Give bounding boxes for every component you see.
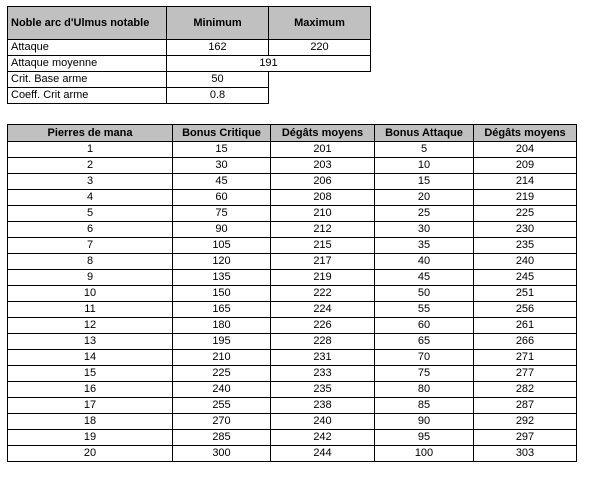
header-degats-moyens-crit: Dégâts moyens	[271, 125, 375, 142]
degats-moyens-attaque-cell: 235	[474, 238, 577, 254]
header-bonus-critique: Bonus Critique	[173, 125, 271, 142]
degats-moyens-crit-cell: 219	[271, 270, 375, 286]
bonus-attaque-cell: 5	[375, 142, 474, 158]
degats-moyens-attaque-cell: 204	[474, 142, 577, 158]
crit-base-value: 50	[167, 72, 269, 88]
coeff-crit-label: Coeff. Crit arme	[8, 88, 167, 104]
degats-moyens-crit-cell: 215	[271, 238, 375, 254]
degats-moyens-crit-cell: 210	[271, 206, 375, 222]
degats-moyens-attaque-cell: 240	[474, 254, 577, 270]
degats-moyens-crit-cell: 222	[271, 286, 375, 302]
pierres-de-mana-cell: 18	[8, 414, 173, 430]
header-degats-moyens-attaque: Dégâts moyens	[474, 125, 577, 142]
coeff-crit-value: 0.8	[167, 88, 269, 104]
empty-cell	[269, 72, 371, 88]
degats-moyens-crit-cell: 206	[271, 174, 375, 190]
degats-moyens-crit-cell: 208	[271, 190, 375, 206]
degats-moyens-crit-cell: 240	[271, 414, 375, 430]
attaque-moyenne-value: 191	[167, 56, 371, 72]
bonus-attaque-cell: 15	[375, 174, 474, 190]
attaque-max: 220	[269, 40, 371, 56]
degats-moyens-crit-cell: 235	[271, 382, 375, 398]
attaque-min: 162	[167, 40, 269, 56]
table-row	[8, 414, 577, 430]
pierres-de-mana-cell: 15	[8, 366, 173, 382]
table-row	[8, 174, 577, 190]
degats-moyens-attaque-cell: 251	[474, 286, 577, 302]
mana-table-body	[8, 142, 577, 462]
degats-moyens-attaque-cell: 261	[474, 318, 577, 334]
weapon-title: Noble arc d'Ulmus notable	[8, 7, 167, 40]
degats-moyens-attaque-cell: 214	[474, 174, 577, 190]
bonus-attaque-cell: 80	[375, 382, 474, 398]
weapon-summary-table	[7, 6, 371, 104]
bonus-critique-cell: 300	[173, 446, 271, 462]
degats-moyens-crit-cell: 203	[271, 158, 375, 174]
bonus-critique-cell: 60	[173, 190, 271, 206]
bonus-critique-cell: 285	[173, 430, 271, 446]
bonus-attaque-cell: 75	[375, 366, 474, 382]
table-row	[8, 446, 577, 462]
pierres-de-mana-cell: 1	[8, 142, 173, 158]
table-row	[8, 398, 577, 414]
pierres-de-mana-cell: 5	[8, 206, 173, 222]
degats-moyens-crit-cell: 201	[271, 142, 375, 158]
bonus-critique-cell: 165	[173, 302, 271, 318]
pierres-de-mana-cell: 3	[8, 174, 173, 190]
table-row	[8, 302, 577, 318]
table-row	[8, 334, 577, 350]
degats-moyens-crit-cell: 212	[271, 222, 375, 238]
bonus-critique-cell: 135	[173, 270, 271, 286]
pierres-de-mana-cell: 6	[8, 222, 173, 238]
attaque-moyenne-row	[8, 56, 371, 72]
bonus-attaque-cell: 30	[375, 222, 474, 238]
degats-moyens-crit-cell: 238	[271, 398, 375, 414]
header-bonus-attaque: Bonus Attaque	[375, 125, 474, 142]
bonus-attaque-cell: 35	[375, 238, 474, 254]
pierres-de-mana-cell: 10	[8, 286, 173, 302]
degats-moyens-attaque-cell: 303	[474, 446, 577, 462]
table-row	[8, 350, 577, 366]
pierres-de-mana-cell: 11	[8, 302, 173, 318]
degats-moyens-crit-cell: 231	[271, 350, 375, 366]
degats-moyens-attaque-cell: 297	[474, 430, 577, 446]
degats-moyens-attaque-cell: 209	[474, 158, 577, 174]
bonus-critique-cell: 195	[173, 334, 271, 350]
degats-moyens-attaque-cell: 230	[474, 222, 577, 238]
degats-moyens-crit-cell: 217	[271, 254, 375, 270]
summary-header-row	[8, 7, 371, 40]
bonus-attaque-cell: 90	[375, 414, 474, 430]
attaque-label: Attaque	[8, 40, 167, 56]
pierres-de-mana-cell: 14	[8, 350, 173, 366]
mana-stones-table	[7, 124, 577, 462]
bonus-attaque-cell: 45	[375, 270, 474, 286]
bonus-attaque-cell: 100	[375, 446, 474, 462]
pierres-de-mana-cell: 19	[8, 430, 173, 446]
bonus-attaque-cell: 85	[375, 398, 474, 414]
bonus-critique-cell: 180	[173, 318, 271, 334]
bonus-critique-cell: 270	[173, 414, 271, 430]
degats-moyens-attaque-cell: 266	[474, 334, 577, 350]
bonus-critique-cell: 150	[173, 286, 271, 302]
bonus-critique-cell: 210	[173, 350, 271, 366]
pierres-de-mana-cell: 17	[8, 398, 173, 414]
table-row	[8, 254, 577, 270]
pierres-de-mana-cell: 8	[8, 254, 173, 270]
table-row	[8, 206, 577, 222]
pierres-de-mana-cell: 13	[8, 334, 173, 350]
degats-moyens-crit-cell: 228	[271, 334, 375, 350]
bonus-attaque-cell: 65	[375, 334, 474, 350]
bonus-attaque-cell: 60	[375, 318, 474, 334]
bonus-critique-cell: 105	[173, 238, 271, 254]
table-row	[8, 142, 577, 158]
degats-moyens-attaque-cell: 282	[474, 382, 577, 398]
attaque-row	[8, 40, 371, 56]
degats-moyens-attaque-cell: 292	[474, 414, 577, 430]
bonus-critique-cell: 75	[173, 206, 271, 222]
bonus-critique-cell: 255	[173, 398, 271, 414]
table-row	[8, 222, 577, 238]
table-row	[8, 430, 577, 446]
coeff-crit-row	[8, 88, 371, 104]
minimum-header: Minimum	[167, 7, 269, 40]
table-row	[8, 238, 577, 254]
crit-base-row	[8, 72, 371, 88]
bonus-critique-cell: 30	[173, 158, 271, 174]
pierres-de-mana-cell: 7	[8, 238, 173, 254]
bonus-attaque-cell: 25	[375, 206, 474, 222]
header-pierres-de-mana: Pierres de mana	[8, 125, 173, 142]
pierres-de-mana-cell: 16	[8, 382, 173, 398]
empty-cell	[269, 88, 371, 104]
degats-moyens-crit-cell: 244	[271, 446, 375, 462]
degats-moyens-attaque-cell: 277	[474, 366, 577, 382]
maximum-header: Maximum	[269, 7, 371, 40]
degats-moyens-crit-cell: 242	[271, 430, 375, 446]
pierres-de-mana-cell: 12	[8, 318, 173, 334]
table-row	[8, 318, 577, 334]
degats-moyens-crit-cell: 233	[271, 366, 375, 382]
degats-moyens-attaque-cell: 219	[474, 190, 577, 206]
degats-moyens-attaque-cell: 225	[474, 206, 577, 222]
table-row	[8, 286, 577, 302]
bonus-attaque-cell: 70	[375, 350, 474, 366]
mana-header-row	[8, 125, 577, 142]
pierres-de-mana-cell: 4	[8, 190, 173, 206]
pierres-de-mana-cell: 2	[8, 158, 173, 174]
table-row	[8, 270, 577, 286]
degats-moyens-crit-cell: 226	[271, 318, 375, 334]
degats-moyens-attaque-cell: 287	[474, 398, 577, 414]
crit-base-label: Crit. Base arme	[8, 72, 167, 88]
bonus-critique-cell: 120	[173, 254, 271, 270]
attaque-moyenne-label: Attaque moyenne	[8, 56, 167, 72]
bonus-critique-cell: 90	[173, 222, 271, 238]
table-row	[8, 366, 577, 382]
bonus-attaque-cell: 55	[375, 302, 474, 318]
pierres-de-mana-cell: 9	[8, 270, 173, 286]
bonus-critique-cell: 240	[173, 382, 271, 398]
pierres-de-mana-cell: 20	[8, 446, 173, 462]
degats-moyens-attaque-cell: 256	[474, 302, 577, 318]
bonus-attaque-cell: 95	[375, 430, 474, 446]
bonus-attaque-cell: 10	[375, 158, 474, 174]
bonus-critique-cell: 45	[173, 174, 271, 190]
degats-moyens-attaque-cell: 245	[474, 270, 577, 286]
bonus-attaque-cell: 20	[375, 190, 474, 206]
table-row	[8, 158, 577, 174]
bonus-critique-cell: 225	[173, 366, 271, 382]
bonus-critique-cell: 15	[173, 142, 271, 158]
bonus-attaque-cell: 50	[375, 286, 474, 302]
bonus-attaque-cell: 40	[375, 254, 474, 270]
degats-moyens-attaque-cell: 271	[474, 350, 577, 366]
table-row	[8, 382, 577, 398]
degats-moyens-crit-cell: 224	[271, 302, 375, 318]
table-row	[8, 190, 577, 206]
